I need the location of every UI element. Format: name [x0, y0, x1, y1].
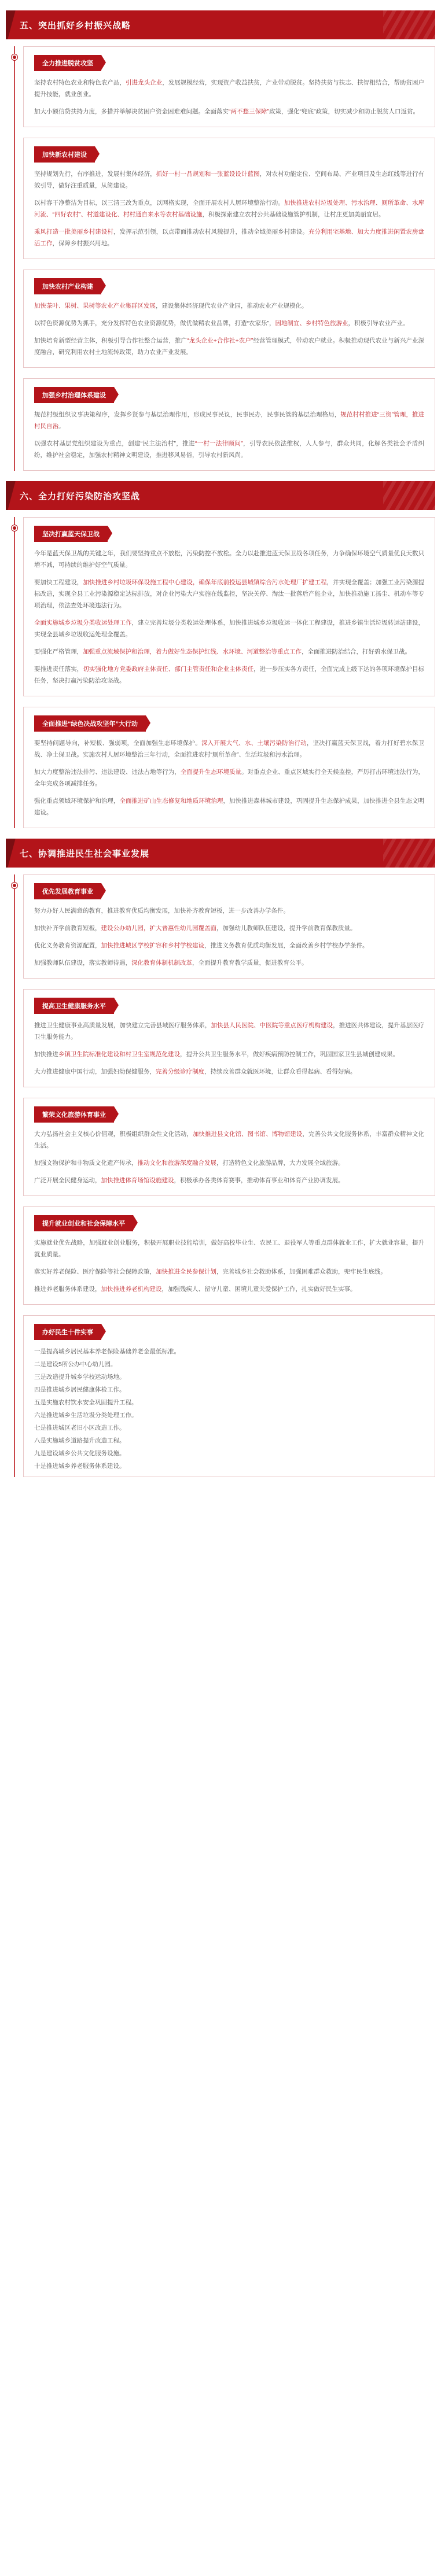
paragraph — [34, 1157, 424, 1169]
highlight-text: 因地制宜、乡村特色旅游业 — [275, 320, 348, 327]
body-text: 努力办好人民满意的教育，推进教育优质均衡发展，加快补齐教育短板，进一步改善办学条件。 — [34, 907, 289, 914]
highlight-text: 加快推进养老机构建设 — [101, 1286, 162, 1293]
paragraph — [34, 1237, 424, 1260]
subsection-tag: 提高卫生健康服务水平 — [34, 998, 114, 1014]
subsection-card — [23, 1206, 435, 1305]
subsection-card — [23, 874, 435, 979]
subsection-card — [23, 138, 435, 259]
highlight-text: 深化教育体制机制改革 — [131, 959, 192, 966]
body-text: 实施就业优先战略，加强就业创业服务， — [34, 1239, 144, 1246]
highlight-text: 加快推进体育场馆设施建设 — [101, 1177, 174, 1184]
highlight-text: 推动文化和旅游深度融合发展 — [137, 1160, 216, 1167]
highlight-text: 加快推进全民参保计划 — [156, 1268, 216, 1275]
highlight-text: 加快推进县文化馆、图书馆、博物馆建设 — [192, 1131, 303, 1138]
subsection-card — [23, 517, 435, 696]
body-text: ，发挥示范引领，以点带面推动农村风貌提升，推动全域美丽乡村建设。 — [113, 228, 308, 235]
subsection-card — [23, 46, 435, 127]
highlight-text: “龙头企业+合作社+农户” — [186, 337, 253, 344]
paragraph — [34, 1175, 424, 1186]
list-item: 五是实施农村饮水安全巩固提升工程。 — [34, 1399, 138, 1406]
guide-line — [14, 46, 15, 471]
paragraph — [34, 922, 424, 934]
body-text: 加强文物保护和非物质文化遗产传承， — [34, 1160, 138, 1167]
body-text: ，对农村功能定位、空间布局、产业项目及生态红线等进行有效引导，做好注重质量，从简建设。 — [34, 171, 425, 189]
body-text: 加快培育新型经营主体，积极引导合作社整合运营，推广 — [34, 337, 187, 344]
body-text: 广泛开展全民健身运动， — [34, 1177, 101, 1184]
section-title: 五、突出抓好乡村振兴战略 — [20, 20, 131, 31]
body-text: ，提升公共卫生服务水平，做好疾病预防控制工作，巩固国家卫生县城创建成果。 — [180, 1051, 399, 1058]
subsection-card — [23, 989, 435, 1087]
subsection-card — [23, 378, 435, 471]
body-text: ，加强幼儿教师队伍建设，提升学前教育保教质量。 — [216, 925, 357, 932]
highlight-text: 规范村村推进“三资”管理，推进村民自治 — [34, 411, 424, 430]
body-text: 坚持农村特色农业和特色农产品， — [34, 79, 126, 86]
highlight-text: 全面提升生态环境质量 — [180, 769, 242, 776]
paragraph — [34, 1049, 424, 1060]
body-text: ，进一步压实各方责任，全面完成上级下达的各项环境保护目标任务，坚决打赢污染防治攻坚战。 — [34, 666, 425, 684]
section-body — [6, 874, 435, 1477]
body-text: ，推进医共体建设，提升基层医疗卫生服务能力。 — [34, 1022, 425, 1040]
paragraph — [34, 940, 424, 951]
body-text: ，建设集体经济现代农业产业园，推动农业产业规模化。 — [156, 302, 308, 309]
paragraph — [34, 168, 424, 191]
body-text: 规范村级组织议事决策程序，发挥乡贤参与基层治理作用，形成民事民议，民事民办，民事民管的基层治理格局， — [34, 411, 341, 418]
body-text: 坚持规划先行，有序推进，发展村集体经济， — [34, 171, 156, 178]
body-text: 积极开展职业技能培训，做好高校毕业生、农民工、退役军人等重点群体就业工作，扩大就业容量，提升就业质量。 — [34, 1239, 425, 1258]
body-text: 优化义务教育资源配置， — [34, 942, 101, 949]
body-text: 要加快工程建设， — [34, 579, 83, 586]
section-title: 六、全力打好污染防治攻坚战 — [20, 491, 141, 501]
body-text: ，全面推进防治结合，打好碧水保卫战。 — [302, 648, 411, 655]
subsection-tag: 全力推进脱贫攻坚 — [34, 55, 101, 71]
body-text: 落实好养老保险、医疗保险等社会保障政策， — [34, 1268, 156, 1275]
section-header — [6, 481, 435, 510]
subsection-tag: 优先发展教育事业 — [34, 883, 101, 899]
paragraph — [34, 1128, 424, 1152]
list-item: 四是推进城乡居民健康体检工作。 — [34, 1386, 126, 1393]
body-text: 推进卫生健康事业高质量发展，加快建立完善县域医疗服务体系， — [34, 1022, 211, 1029]
section-header — [6, 10, 435, 39]
paragraph — [34, 737, 424, 761]
highlight-text: “一村一法律顾问” — [194, 440, 243, 447]
body-text: 加大力度整治违法排污、违法建设、违法占地等行为， — [34, 769, 181, 776]
body-text: 。对重点企业、重点区域实行全天候监控，严厉打击环境违法行为，全年完成各项减排任务。 — [34, 769, 425, 787]
paragraph — [34, 795, 424, 818]
body-text: 以特色资源优势为抓手，充分发挥特色农业资源优势，做优做精农业品牌，打造“农家乐”， — [34, 320, 275, 327]
body-text: 经营管理模式，带动农户就业。积极推动现代农业与新兴产业深度融合，研究利用农村土地流转政策，助力农业产业发展。 — [34, 337, 424, 356]
body-text: 大力推进健康中国行动，加强妇幼保健服务， — [34, 1068, 156, 1075]
section-body — [6, 517, 435, 828]
highlight-text: 切实强化地方党委政府主体责任、部门主管责任和企业主体责任 — [83, 666, 254, 673]
subsection-tag: 坚决打赢蓝天保卫战 — [34, 526, 108, 542]
body-text: ，加强残疾人、留守儿童、困境儿童关爱保护工作，扎实做好民生实事。 — [161, 1286, 357, 1293]
highlight-text: 加快推进农村垃圾处理、污水治理、厕所革命、水库河流、“四好农村”、村道建设化、村村通自来水等农村基础设施 — [34, 200, 425, 218]
highlight-text: 加快推进乡村垃圾环保设施工程中心建设，确保年底前投运县城镇综合污水处理厂扩建工程 — [83, 579, 327, 586]
paragraph — [34, 77, 424, 100]
paragraph — [34, 409, 424, 432]
body-text: 大力弘扬社会主义核心价值观，积极组织群众性文化活动， — [34, 1131, 193, 1138]
highlight-text: 加快茶叶、果树、果树等农业产业集群区发展 — [34, 302, 156, 309]
paragraph — [34, 766, 424, 789]
highlight-text: 引进龙头企业 — [125, 79, 163, 86]
subsection-tag: 加快农村产业构建 — [34, 278, 101, 294]
body-text: ，引导农民依法维权，人人参与，群众共同，化解各类社会矛盾纠纷，维护社会稳定，加强农村精神文明建设，推进移风易俗，引导农村新风尚。 — [34, 440, 424, 459]
highlight-text: 加强重点流域保护和治理，着力做好生态保护红线、水环境、河道整治等重点工作 — [83, 648, 302, 655]
document-page — [0, 10, 441, 1499]
body-text: ，持续改善群众就医环境，让群众看得起病、看得好病。 — [204, 1068, 357, 1075]
body-text: 要推进责任落实， — [34, 666, 83, 673]
paragraph — [34, 438, 424, 461]
paragraph — [34, 1020, 424, 1043]
guide-line — [14, 874, 15, 1477]
body-text: 加大小额信贷扶持力度，多措并举解决贫困户资金困难难问题。全面落实 — [34, 108, 229, 115]
body-text: 要坚持问题导向，补短板、强弱项，全面加强生态环境保护。 — [34, 740, 201, 747]
paragraph — [34, 905, 424, 917]
body-text: 今年是蓝天保卫战的关键之年，我们要坚持重点不放松，污染防控不放松。全力以赴推进蓝天保卫战各项任务，力争确保环境空气质量优良天数只增不减，可持续的维护好空气质量。 — [34, 550, 424, 569]
body-text: 推进养老服务体系建设， — [34, 1286, 101, 1293]
body-text: ，积极引导农业产业。 — [348, 320, 409, 327]
list-item: 七是推进城区老旧小区改造工作。 — [34, 1424, 126, 1431]
paragraph — [34, 646, 424, 658]
subsection-card — [23, 1098, 435, 1196]
highlight-text: “两不愁三保障” — [229, 108, 269, 115]
highlight-text: 抓好一村一品规划和一张蓝设设计蓝图 — [156, 171, 260, 178]
highlight-text: 全面实施城乡垃圾分类收运处理工作 — [34, 619, 132, 626]
body-text: ，积极承办各类体育赛事，推动体育事业和体育产业协调发展。 — [174, 1177, 344, 1184]
paragraph — [34, 617, 424, 640]
subsection-tag: 加强乡村治理体系建设 — [34, 387, 114, 403]
body-text: 要强化严格管理， — [34, 648, 83, 655]
paragraph — [34, 1283, 424, 1295]
body-text: 。 — [58, 423, 65, 430]
paragraph — [34, 226, 424, 249]
paragraph — [34, 197, 424, 220]
body-text: ，建立完善垃圾分类收运处理体系，加快推进城乡垃圾收运一体化工程建设，推进乡镇生活垃圾转运站建设，实现全县城乡垃圾收运处理全覆盖。 — [34, 619, 425, 638]
subsection-tag: 全面推进“绿色决战攻坚年”大行动 — [34, 715, 146, 732]
paragraph — [34, 1266, 424, 1278]
subsection-tag: 提升就业创业和社会保障水平 — [34, 1215, 133, 1231]
subsection-tag: 加快新农村建设 — [34, 146, 95, 163]
highlight-text: 加快县人民医院、中医院等重点医疗机构建设 — [211, 1022, 333, 1029]
body-text: 强化重点领域环境保护和治理， — [34, 798, 120, 804]
list-item: 八是实施城乡道路提升改造工程。 — [34, 1437, 126, 1444]
body-text: ，全面提升教育教学质量，促进教育公平。 — [192, 959, 308, 966]
list-item: 十是推进城乡养老服务体系建设。 — [34, 1463, 126, 1470]
paragraph — [34, 300, 424, 312]
subsection-card — [23, 707, 435, 828]
paragraph — [34, 106, 424, 117]
subsection-tag: 办好民生十件实事 — [34, 1324, 101, 1340]
paragraph — [34, 335, 424, 358]
body-text: ，保障乡村振兴用地。 — [52, 240, 113, 247]
paragraph — [34, 663, 424, 687]
guide-line — [14, 517, 15, 828]
list-item: 九是建设城乡公共文化服务设施。 — [34, 1450, 126, 1457]
body-text: 以强农村基层党组织建设为重点，创建“民主法治村”，推进 — [34, 440, 195, 447]
body-text: ，完善城乡社会救助体系，加强困难群众救助，兜牢民生底线。 — [216, 1268, 387, 1275]
list-item: 三是改造提升城乡学校运动场地。 — [34, 1374, 126, 1381]
highlight-text: 建设公办幼儿园，扩大普惠性幼儿园覆盖面 — [101, 925, 216, 932]
body-text: ，打造特色文化旅游品牌，大力发展全域旅游。 — [216, 1160, 344, 1167]
paragraph — [34, 548, 424, 571]
section-title: 七、协调推进民生社会事业发展 — [20, 848, 150, 859]
section-header — [6, 839, 435, 868]
list-item: 六是推进城乡生活垃圾分类处理工作。 — [34, 1412, 138, 1419]
body-text: 以村容干净整洁为目标，以三清三改为重点，以网格实现，全面开展农村人居环境整治行动。 — [34, 200, 284, 206]
list-item: 二是建设5所公办中心幼儿园。 — [34, 1361, 117, 1368]
body-text: ，积极探索建立农村公共基础设施管护机制，让村庄更加美丽宜居。 — [202, 211, 385, 218]
paragraph — [34, 577, 424, 611]
highlight-text: 乡镇卫生院标准化建设和村卫生室规范化建设 — [58, 1051, 180, 1058]
highlight-text: 深入开展大气、水、土壤污染防治行动 — [201, 740, 307, 747]
subsection-card — [23, 1315, 435, 1477]
highlight-text: 加快推进城区学校扩容和乡村学校建设 — [101, 942, 204, 949]
subsection-card — [23, 270, 435, 368]
body-text: 政策，强化“兜底”政策，切实减少和防止脱贫人口返贫。 — [269, 108, 419, 115]
guide-dot — [12, 54, 17, 60]
paragraph — [34, 318, 424, 329]
body-text: ，并实现全覆盖；加强工业污染源提标改造，实现全县工业污染源稳定达标排放，对企业污染大户实施在线监控，坚决关停、淘汰一批落后产能企业，加快推动施工扬尘、机动车等专项治理，依法查处环境违法行为。 — [34, 579, 425, 609]
body-text: 加快补齐学前教育短板， — [34, 925, 101, 932]
section-body — [6, 46, 435, 471]
body-text: ，加快推进森林城市建设，巩固提升生态保护成果，加快推进全县生态文明建设。 — [34, 798, 425, 816]
body-text: 加强教师队伍建设，落实教师待遇， — [34, 959, 131, 966]
highlight-text: 乘风打造一批美丽乡村建设村 — [34, 228, 113, 235]
highlight-text: 全面推进矿山生态修复和地质环境治理 — [119, 798, 223, 804]
body-text: ，坚决打赢蓝天保卫战，着力打好碧水保卫战、净土保卫战。实施农村人居环境整治三年行动，全面推进农村“厕所革命”、生活垃圾和污水治理。 — [34, 740, 425, 758]
paragraph — [34, 957, 424, 969]
subsection-tag: 繁荣文化旅游体育事业 — [34, 1106, 114, 1123]
body-text: 加快推进 — [34, 1051, 58, 1058]
highlight-text: 完善分级诊疗制度 — [156, 1068, 204, 1075]
guide-dot — [12, 525, 17, 531]
guide-dot — [12, 883, 17, 888]
body-text: ，推进义务教育优质均衡发展，全面改善乡村学校办学条件。 — [204, 942, 369, 949]
highlight-text: 充分利用宅基地、加大力度推进闲置农房盘活工作 — [34, 228, 425, 247]
list-item: 一是提高城乡居民基本养老保险基础养老金最低标准。 — [34, 1348, 180, 1355]
body-text: ，完善公共文化服务体系，丰富群众精神文化生活。 — [34, 1131, 425, 1149]
paragraph — [34, 1066, 424, 1077]
body-text: ，发展规模经营，实现资产收益扶贫，产业带动脱贫。坚持扶贫与扶志、扶智相结合，帮助贫困户提升技能，就业创业。 — [34, 79, 425, 98]
